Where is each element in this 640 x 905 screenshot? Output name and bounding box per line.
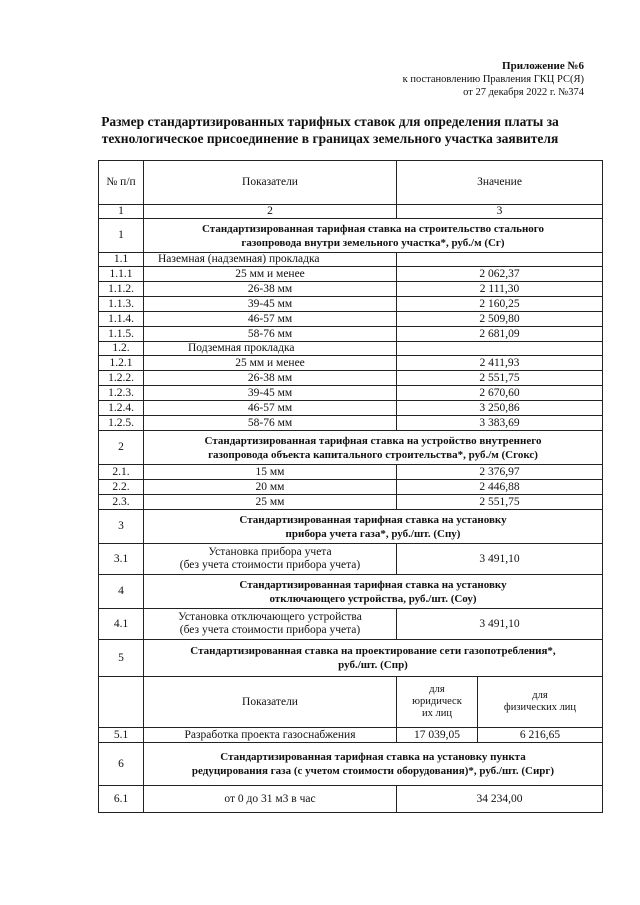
row-label: 58-76 мм [144,327,397,342]
row-label: 39-45 мм [144,386,397,401]
subgroup-label: Наземная (надземная) прокладка [144,253,397,267]
section-row [99,640,603,677]
row-label: от 0 до 31 м3 в час [144,786,397,813]
appendix-note [403,60,584,99]
section-title [144,219,603,253]
section-row [99,743,603,786]
row-number: 1.1.2. [99,282,144,297]
row-value: 2 551,75 [397,371,603,386]
col-number-3: 3 [397,205,603,219]
row-label: 15 мм [144,465,397,480]
row-value: 2 062,37 [397,267,603,282]
subheader-legal-line: для [429,684,445,695]
row-value: 34 234,00 [397,786,603,813]
section-title-line: Стандартизированная тарифная ставка на установку [239,513,507,526]
row-value: 2 446,88 [397,480,603,495]
table-row [99,371,603,386]
section-row [99,510,603,544]
table-row [99,416,603,431]
row-value: 3 491,10 [397,544,603,575]
table-row [99,401,603,416]
table-row [99,327,603,342]
section-title [144,640,603,677]
table-row [99,312,603,327]
document-title [60,113,600,147]
section-title-line: газопровода внутри земельного участка*, руб./м (Сг) [241,236,505,249]
section-number: 2 [99,431,144,465]
table-header-row [99,161,603,205]
section-title [144,431,603,465]
table-row [99,267,603,282]
section-title-line: Стандартизированная тарифная ставка на установку [239,578,507,591]
section-title-line: редуцирования газа (с учетом стоимости оборудования)*, руб./шт. (Сирг) [191,765,555,777]
row-label: 39-45 мм [144,297,397,312]
row-value: 3 250,86 [397,401,603,416]
row-number: 6.1 [99,786,144,813]
row-value: 3 383,69 [397,416,603,431]
row-value: 2 411,93 [397,356,603,371]
row-value: 3 491,10 [397,609,603,640]
subgroup-label: Подземная прокладка [144,342,397,356]
row-value-legal: 17 039,05 [397,728,478,743]
section-title-line: Стандартизированная ставка на проектирование сети газопотребления*, [190,645,556,657]
empty-value [397,253,603,267]
row-value-physical: 6 216,65 [478,728,603,743]
row-label: 26-38 мм [144,282,397,297]
row-number: 5.1 [99,728,144,743]
row-label: 25 мм [144,495,397,510]
row-label: 26-38 мм [144,371,397,386]
subheader-legal [397,677,478,728]
row-label-line: (без учета стоимости прибора учета) [179,559,361,571]
title-line-1: Размер стандартизированных тарифных ставок для определения платы за [101,114,559,129]
col-number-2: 2 [144,205,397,219]
row-label-line: Установка прибора учета [208,546,332,558]
table-row [99,386,603,401]
section-title-line: газопровода объекта капитального строительства*, руб./м (Сгокс) [208,448,538,461]
row-number: 2.1. [99,465,144,480]
table-row [99,282,603,297]
table-row [99,786,603,813]
title-line-2: технологическое присоединение в границах земельного участка заявителя [101,131,559,146]
table-row [99,297,603,312]
row-label: 25 мм и менее [144,267,397,282]
table-row [99,609,603,640]
table-row [99,728,603,743]
section-row [99,431,603,465]
row-label: 25 мм и менее [144,356,397,371]
subheader-legal-line: их лиц [422,708,452,719]
header-indicators: Показатели [144,161,397,205]
appendix-resolution: к постановлению Правления ГКЦ РС(Я) [402,74,584,85]
section-number: 3 [99,510,144,544]
section-number: 1 [99,219,144,253]
row-label [144,544,397,575]
row-label [144,609,397,640]
row-number: 1.2.2. [99,371,144,386]
row-number: 1.2.3. [99,386,144,401]
section-number: 4 [99,575,144,609]
row-label-line: (без учета стоимости прибора учета) [179,624,361,636]
header-value: Значение [397,161,603,205]
row-label: 46-57 мм [144,401,397,416]
row-number: 1.1.5. [99,327,144,342]
row-label-line: Установка отключающего устройства [178,611,362,623]
appendix-number: Приложение №6 [502,60,584,72]
subheader-physical-line: для [532,690,548,701]
row-number: 2.3. [99,495,144,510]
section-row [99,219,603,253]
row-value: 2 376,97 [397,465,603,480]
table-row [99,480,603,495]
row-value: 2 551,75 [397,495,603,510]
row-number: 1.2.4. [99,401,144,416]
empty-value [397,342,603,356]
row-label: 20 мм [144,480,397,495]
subheader-physical [478,677,603,728]
row-label: 58-76 мм [144,416,397,431]
row-number: 1.1 [99,253,144,267]
section-title [144,743,603,786]
row-number: 1.1.4. [99,312,144,327]
section-title-line: руб./шт. (Спр) [338,659,408,671]
row-number: 3.1 [99,544,144,575]
row-value: 2 670,60 [397,386,603,401]
row-number: 1.1.1 [99,267,144,282]
subtable-header-row [99,677,603,728]
appendix-date: от 27 декабря 2022 г. №374 [463,87,584,98]
row-value: 2 111,30 [397,282,603,297]
table-row [99,544,603,575]
row-label: Разработка проекта газоснабжения [144,728,397,743]
subgroup-row [99,253,603,267]
row-number: 4.1 [99,609,144,640]
section-number: 6 [99,743,144,786]
header-number: № п/п [99,161,144,205]
row-value: 2 160,25 [397,297,603,312]
row-number: 2.2. [99,480,144,495]
row-number: 1.1.3. [99,297,144,312]
section-title [144,510,603,544]
subgroup-row [99,342,603,356]
section-title-line: Стандартизированная тарифная ставка на устройство внутреннего [204,434,542,447]
tariff-table [98,160,603,813]
row-number: 1.2. [99,342,144,356]
subheader-indicators: Показатели [144,677,397,728]
table-row [99,465,603,480]
section-title-line: Стандартизированная тарифная ставка на строительство стального [202,222,544,235]
row-number: 1.2.1 [99,356,144,371]
table-row [99,495,603,510]
row-label: 46-57 мм [144,312,397,327]
col-number-1: 1 [99,205,144,219]
section-number: 5 [99,640,144,677]
row-number: 1.2.5. [99,416,144,431]
section-title-line: Стандартизированная тарифная ставка на установку пункта [220,751,526,763]
row-value: 2 681,09 [397,327,603,342]
row-value: 2 509,80 [397,312,603,327]
section-title-line: прибора учета газа*, руб./шт. (Спу) [285,527,461,540]
section-title-line: отключающего устройства, руб./шт. (Соу) [269,592,477,605]
column-number-row [99,205,603,219]
table-row [99,356,603,371]
section-title [144,575,603,609]
empty-number [99,677,144,728]
subheader-physical-line: физических лиц [503,702,577,713]
subheader-legal-line: юридическ [412,696,462,707]
section-row [99,575,603,609]
